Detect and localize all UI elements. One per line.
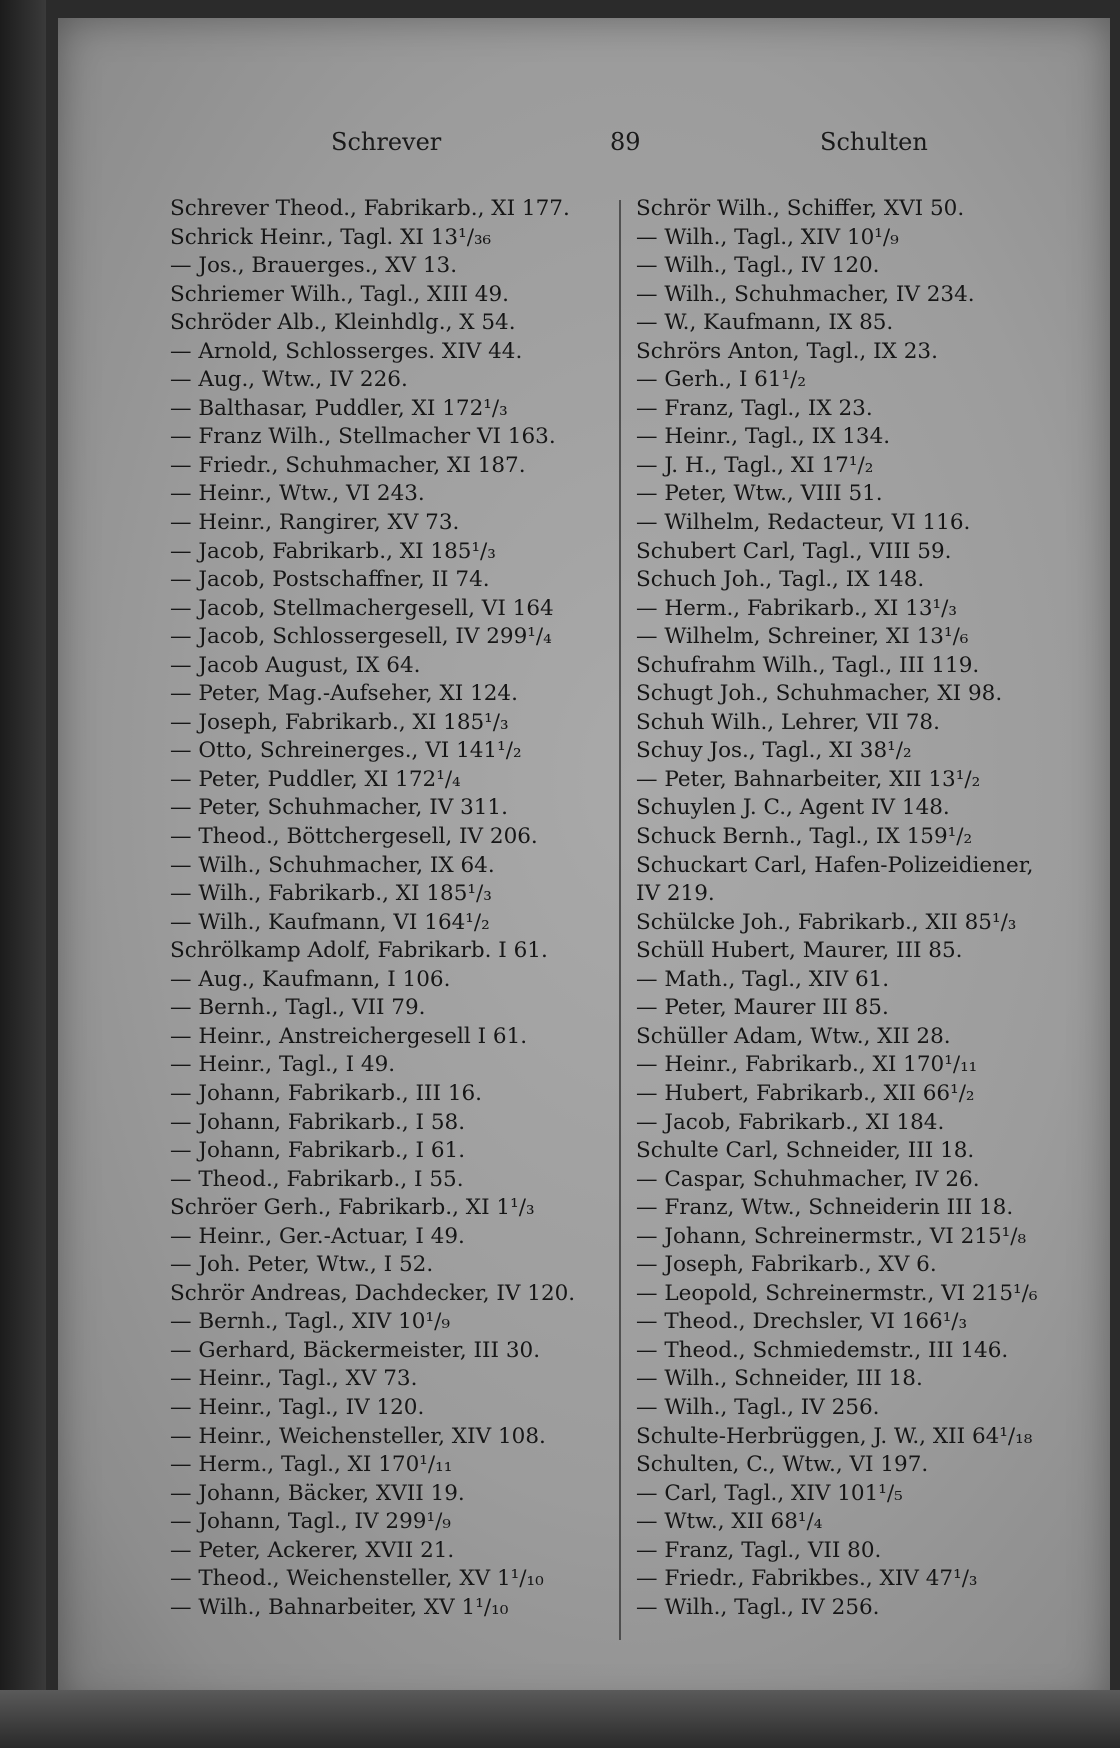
directory-entry: — Peter, Wtw., VIII 51.	[636, 481, 883, 507]
directory-entry: Schriemer Wilh., Tagl., XIII 49.	[170, 281, 509, 307]
directory-entry: — Joseph, Fabrikarb., XV 6.	[636, 1252, 937, 1278]
directory-entry: — Jacob August, IX 64.	[170, 652, 421, 678]
directory-entry: — Wilh., Tagl., IV 120.	[636, 253, 880, 279]
directory-entry: — Theod., Böttchergesell, IV 206.	[170, 824, 538, 850]
directory-entry: — Theod., Fabrikarb., I 55.	[170, 1166, 464, 1192]
column-divider	[619, 200, 621, 1640]
directory-entry: — Herm., Fabrikarb., XI 13¹/₃	[636, 595, 958, 621]
directory-entry: — Johann, Schreinermstr., VI 215¹/₈	[636, 1223, 1027, 1249]
directory-entry: — Franz, Tagl., IX 23.	[636, 395, 873, 421]
directory-entry: — Heinr., Tagl., I 49.	[170, 1052, 396, 1078]
directory-entry: — Peter, Schuhmacher, IV 311.	[170, 795, 508, 821]
directory-entry: — Heinr., Rangirer, XV 73.	[170, 510, 460, 536]
directory-entry: — Caspar, Schuhmacher, IV 26.	[636, 1166, 980, 1192]
directory-entry: Schulten, C., Wtw., VI 197.	[636, 1452, 929, 1478]
directory-entry: Schrör Wilh., Schiffer, XVI 50.	[636, 196, 965, 221]
directory-entry: — Joseph, Fabrikarb., XI 185¹/₃	[170, 709, 509, 735]
directory-entry: — Aug., Kaufmann, I 106.	[170, 966, 451, 992]
directory-entry: — Bernh., Tagl., VII 79.	[170, 995, 426, 1021]
directory-entry: — Jacob, Fabrikarb., XI 184.	[636, 1109, 945, 1135]
directory-entry: Schrör Andreas, Dachdecker, IV 120.	[170, 1280, 576, 1306]
directory-entry: — Peter, Puddler, XI 172¹/₄	[170, 766, 461, 792]
directory-entry: — Wilh., Tagl., IV 256.	[636, 1394, 880, 1420]
directory-entry: Schuylen J. C., Agent IV 148.	[636, 795, 950, 821]
header-last-entry: Schulten	[820, 128, 928, 156]
directory-entry: — Jacob, Fabrikarb., XI 185¹/₃	[170, 538, 496, 564]
directory-entry: — Heinr., Tagl., XV 73.	[170, 1366, 418, 1392]
directory-entry: — Johann, Bäcker, XVII 19.	[170, 1480, 465, 1506]
directory-entry: Schrölkamp Adolf, Fabrikarb. I 61.	[170, 938, 548, 964]
directory-entry: IV 219.	[636, 881, 715, 907]
directory-entry: — Math., Tagl., XIV 61.	[636, 966, 890, 992]
directory-entry: — Franz, Tagl., VII 80.	[636, 1537, 882, 1563]
directory-entry: — Gerh., I 61¹/₂	[636, 367, 807, 393]
directory-entry: — Leopold, Schreinermstr., VI 215¹/₆	[636, 1280, 1038, 1306]
directory-entry: — Wilhelm, Redacteur, VI 116.	[636, 510, 971, 536]
directory-entry: — Jacob, Postschaffner, II 74.	[170, 567, 490, 593]
directory-entry: Schröder Alb., Kleinhdlg., X 54.	[170, 310, 516, 336]
directory-entry: — Wilh., Fabrikarb., XI 185¹/₃	[170, 881, 492, 907]
directory-entry: Schüller Adam, Wtw., XII 28.	[636, 1023, 951, 1049]
directory-entry: Schulte-Herbrüggen, J. W., XII 64¹/₁₈	[636, 1423, 1033, 1449]
directory-entry: — Franz Wilh., Stellmacher VI 163.	[170, 424, 556, 450]
directory-entry: — J. H., Tagl., XI 17¹/₂	[636, 452, 874, 478]
directory-entry: Schüll Hubert, Maurer, III 85.	[636, 938, 963, 964]
directory-entry: — Theod., Schmiedemstr., III 146.	[636, 1337, 1009, 1363]
directory-entry: — Peter, Ackerer, XVII 21.	[170, 1537, 455, 1563]
scan-background-left	[0, 0, 46, 1748]
directory-entry: — Wilh., Kaufmann, VI 164¹/₂	[170, 909, 490, 935]
directory-entry: — Wilh., Schuhmacher, IV 234.	[636, 281, 975, 307]
directory-entry: — Joh. Peter, Wtw., I 52.	[170, 1252, 434, 1278]
directory-entry: — Heinr., Tagl., IX 134.	[636, 424, 891, 450]
directory-entry: Schubert Carl, Tagl., VIII 59.	[636, 538, 952, 564]
directory-entry: Schülcke Joh., Fabrikarb., XII 85¹/₃	[636, 909, 1017, 935]
page-number: 89	[610, 128, 641, 156]
directory-entry: — Otto, Schreinerges., VI 141¹/₂	[170, 738, 522, 764]
directory-entry: Schrick Heinr., Tagl. XI 13¹/₃₆	[170, 224, 492, 250]
directory-entry: — Jos., Brauerges., XV 13.	[170, 253, 458, 279]
directory-entry: — Gerhard, Bäckermeister, III 30.	[170, 1337, 541, 1363]
directory-entry: — Peter, Mag.-Aufseher, XI 124.	[170, 681, 518, 707]
directory-entry: Schuch Joh., Tagl., IX 148.	[636, 567, 925, 593]
directory-entry: — Arnold, Schlosserges. XIV 44.	[170, 338, 523, 364]
directory-entry: — Balthasar, Puddler, XI 172¹/₃	[170, 395, 508, 421]
directory-entry: — Hubert, Fabrikarb., XII 66¹/₂	[636, 1080, 975, 1106]
directory-entry: — Bernh., Tagl., XIV 10¹/₉	[170, 1309, 450, 1335]
directory-entry: — Heinr., Anstreichergesell I 61.	[170, 1023, 528, 1049]
directory-page	[58, 18, 1110, 1708]
directory-entry: — Herm., Tagl., XI 170¹/₁₁	[170, 1452, 453, 1478]
directory-entry: — Peter, Bahnarbeiter, XII 13¹/₂	[636, 766, 981, 792]
left-column	[170, 195, 670, 1622]
directory-entry: — Aug., Wtw., IV 226.	[170, 367, 408, 393]
directory-entry: — Heinr., Fabrikarb., XI 170¹/₁₁	[636, 1052, 978, 1078]
directory-entry: Schugt Joh., Schuhmacher, XI 98.	[636, 681, 1003, 707]
directory-entry: — Peter, Maurer III 85.	[636, 995, 889, 1021]
directory-entry: — Wilh., Schuhmacher, IX 64.	[170, 852, 495, 878]
directory-entry: — Franz, Wtw., Schneiderin III 18.	[636, 1195, 1014, 1221]
directory-entry: — Jacob, Schlossergesell, IV 299¹/₄	[170, 624, 552, 650]
directory-entry: Schröer Gerh., Fabrikarb., XI 1¹/₃	[170, 1195, 535, 1221]
directory-entry: Schufrahm Wilh., Tagl., III 119.	[636, 652, 980, 678]
scan-background-bottom	[0, 1690, 1120, 1748]
directory-entry: — Johann, Tagl., IV 299¹/₉	[170, 1509, 451, 1535]
directory-entry: — Johann, Fabrikarb., III 16.	[170, 1080, 483, 1106]
directory-entry: — Friedr., Fabrikbes., XIV 47¹/₃	[636, 1566, 978, 1592]
right-column	[636, 195, 1106, 1622]
directory-entry: — Heinr., Weichensteller, XIV 108.	[170, 1423, 546, 1449]
directory-entry: Schuck Bernh., Tagl., IX 159¹/₂	[636, 824, 973, 850]
directory-entry: — Wtw., XII 68¹/₄	[636, 1509, 823, 1535]
directory-entry: Schrörs Anton, Tagl., IX 23.	[636, 338, 938, 364]
directory-entry: — Heinr., Ger.-Actuar, I 49.	[170, 1223, 465, 1249]
directory-entry: — Theod., Drechsler, VI 166¹/₃	[636, 1309, 968, 1335]
directory-entry: — Johann, Fabrikarb., I 58.	[170, 1109, 466, 1135]
directory-entry: Schuh Wilh., Lehrer, VII 78.	[636, 709, 940, 735]
directory-entry: Schuckart Carl, Hafen-Polizeidiener,	[636, 852, 1034, 878]
header-first-entry: Schrever	[331, 128, 442, 156]
directory-entry: — Jacob, Stellmachergesell, VI 164	[170, 595, 554, 621]
directory-entry: — Carl, Tagl., XIV 101¹/₅	[636, 1480, 903, 1506]
directory-entry: — Wilh., Bahnarbeiter, XV 1¹/₁₀	[170, 1594, 509, 1620]
directory-entry: — Theod., Weichensteller, XV 1¹/₁₀	[170, 1566, 544, 1592]
directory-entry: Schuy Jos., Tagl., XI 38¹/₂	[636, 738, 912, 764]
page-header	[58, 128, 1110, 168]
directory-entry: — Wilh., Tagl., XIV 10¹/₉	[636, 224, 899, 250]
directory-entry: — Heinr., Wtw., VI 243.	[170, 481, 425, 507]
directory-entry: Schrever Theod., Fabrikarb., XI 177.	[170, 196, 570, 221]
directory-entry: — Friedr., Schuhmacher, XI 187.	[170, 452, 526, 478]
directory-entry: — W., Kaufmann, IX 85.	[636, 310, 894, 336]
directory-entry: — Wilhelm, Schreiner, XI 13¹/₆	[636, 624, 969, 650]
directory-entry: — Heinr., Tagl., IV 120.	[170, 1394, 425, 1420]
directory-entry: — Wilh., Tagl., IV 256.	[636, 1594, 880, 1620]
directory-entry: — Johann, Fabrikarb., I 61.	[170, 1138, 466, 1164]
directory-entry: Schulte Carl, Schneider, III 18.	[636, 1138, 975, 1164]
directory-entry: — Wilh., Schneider, III 18.	[636, 1366, 923, 1392]
